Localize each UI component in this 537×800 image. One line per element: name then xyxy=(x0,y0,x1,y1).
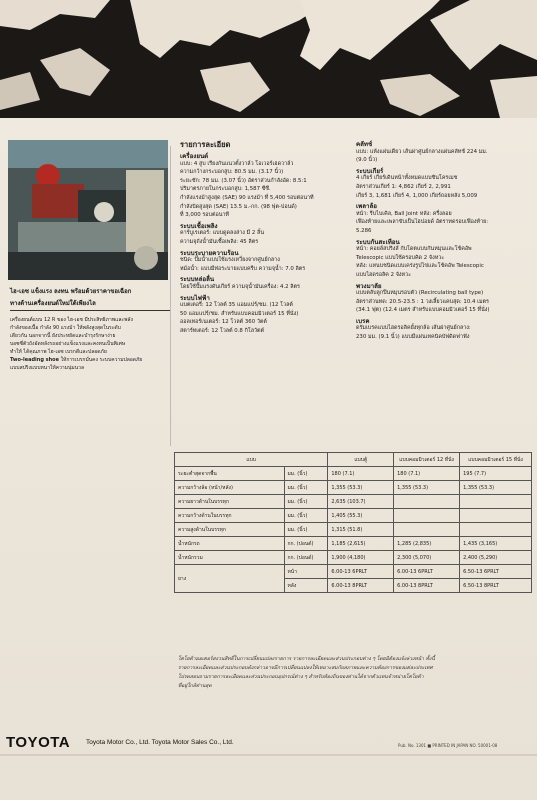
table-cell xyxy=(460,495,532,509)
section-heading-suspension: ระบบกันสะเทือน xyxy=(356,238,400,246)
table-cell xyxy=(394,495,460,509)
spec-line: ระยะชัก: 78 มม. (3.07 นิ้ว) อัตราส่วนกำลังอัด: 8.5:1 xyxy=(180,177,307,184)
table-cell: 180 (7.1) xyxy=(394,467,460,481)
table-cell: มม. (นิ้ว) xyxy=(284,467,328,481)
spec-line: หน้า: รีบไบเคิล, Ball Joint หลัง: ครึ่งลอย xyxy=(356,210,452,217)
table-cell: 1,185 (2,615) xyxy=(328,537,394,551)
table-row xyxy=(175,495,532,509)
spec-content xyxy=(0,118,537,800)
table-header: แบบตู้ xyxy=(328,453,394,467)
spec-line: 4 เกียร์ เกียร์เดินหน้าทั้งหมดแบบซินโครเมช xyxy=(356,175,458,182)
note-line: ที่อยู่ใกล้ท่านสุด xyxy=(178,683,212,689)
spec-line: ความจุถังน้ำมันเชื้อเพลิง: 45 ลิตร xyxy=(180,238,259,245)
note-line: โตโยต้ามอเตอร์สงวนสิทธิ์ในการเปลี่ยนแปลงรายการ รายการละเอียดและส่วนประกอบต่าง ๆ โดยมิต้องแจ้งล่วงหน้า ทั้งนี้ xyxy=(178,656,435,662)
spec-title: รายการละเอียด xyxy=(180,140,231,149)
caption-line: เครื่องยนต์แบบ 12 R ของ ไฮ-เอช มีประสิทธิภาพและพลัง xyxy=(10,317,133,323)
dimensions-table xyxy=(174,452,532,593)
engine-photo xyxy=(8,140,168,280)
spec-line: เกียร์ 3, 1,681 เกียร์ 4, 1,000 เกียร์ถอยหลัง 5,009 xyxy=(356,192,478,199)
table-row xyxy=(175,551,532,565)
table-cell: 2,400 (5,290) xyxy=(460,551,532,565)
table-cell: 195 (7.7) xyxy=(460,467,532,481)
table-cell xyxy=(394,523,460,537)
spec-line: กำลังแรงม้าสูงสุด (SAE) 90 แรงม้า ที่ 5,400 รอบต่อนาที xyxy=(180,194,314,201)
table-cell: มม. (นิ้ว) xyxy=(284,481,328,495)
spec-line: 230 มม. (9.1 นิ้ว) แบบมีแผ่นเทคนิคบัฟดิดฟาฟัง xyxy=(356,334,470,341)
section-heading-lubrication: ระบบหล่อลื่น xyxy=(180,276,215,284)
table-cell xyxy=(394,509,460,523)
table-cell: ความกว้างล้อ (หน้า/หลัง) xyxy=(175,481,285,495)
spec-line: 5.286 xyxy=(356,227,372,234)
table-cell: 6.00-13 8PRLT xyxy=(328,579,394,593)
spec-line: ออลเทอร์เนเตอร์: 12 โวลต์ 360 วัตต์ xyxy=(180,319,267,326)
table-row xyxy=(175,509,532,523)
spec-line: โดยใช้ปั๊มแรงดันเกียร์ ความจุน้ำมันเครื่อง: 4.2 ลิตร xyxy=(180,283,300,290)
caption-line: กำลังของเนื้อ กำลัง 90 แรงม้า ให้พลังสูงสุดในระดับ xyxy=(10,325,121,331)
section-heading-engine: เครื่องยนต์ xyxy=(180,153,209,160)
caption-line: เดียวกัน นอกจากนี้ ยังประหยัดและบำรุงรักษาง่าย xyxy=(10,333,116,339)
spec-line: ความกว้างกระบอกสูบ: 80.5 มม. (3.17 นิ้ว) xyxy=(180,169,284,176)
note-line: รายการละเอียดและส่วนประกอบดังกล่าวอาจมีการเปลี่ยนแปลงให้เหมาะสมกับสภาพและความต้องการของแต่ละประเทศ xyxy=(178,665,433,671)
table-cell: มม. (นิ้ว) xyxy=(284,523,328,537)
spec-line: อัตราส่วนทด: 20.5-23.5 : 1 วงเลี้ยวแคบสุด: 10.4 เมตร xyxy=(356,298,489,305)
table-cell: 2,300 (5,070) xyxy=(394,551,460,565)
header-photo xyxy=(0,0,537,118)
section-heading-fuel: ระบบเชื้อเพลิง xyxy=(180,222,218,230)
spec-line: หน้า: คอยล์สปริงส์ กับโดตแบบกันหมุนและโช้คอัพ xyxy=(356,246,472,253)
spec-line: ที่ 3,000 รอบต่อนาที xyxy=(180,212,229,219)
table-cell: 1,900 (4,180) xyxy=(328,551,394,565)
spec-line: ปริมาตรภายในกระบอกสูบ: 1,587 ซีซี. xyxy=(180,186,271,193)
table-header: แบบคอมมิวเตอร์ 12 ที่นั่ง xyxy=(394,453,460,467)
caption-line: บอซซี่ตัวถังอัดหลังรถอย่างแข็งแรงและคงทนเป็นพิเศษ xyxy=(10,341,126,347)
table-cell: 1,285 (2,835) xyxy=(394,537,460,551)
spec-line: 50 แอมแปร์/ชม. สำหรับแบบคอมมิวเตอร์ 15 ที่นั่ง) xyxy=(180,310,299,317)
spec-line: ชนิด: ปั๊มน้ำแบบใช้แรงเหวี่ยงจากศูนย์กลาง xyxy=(180,257,280,264)
table-row xyxy=(175,467,532,481)
table-cell: ระยะต่ำสุดจากพื้น xyxy=(175,467,285,481)
table-cell: หลัง xyxy=(284,579,328,593)
table-cell: 6.50-13 8PRLT xyxy=(460,579,532,593)
table-cell: 180 (7.1) xyxy=(328,467,394,481)
spec-line: Telescopic แบบใช้ครอบคิด 2 จังหวะ xyxy=(356,254,445,261)
caption-emphasis: Two-leading shoe xyxy=(10,357,60,363)
table-cell: 1,405 (55.3) xyxy=(328,509,394,523)
spec-line: ดรัมเบรคแบบไฮดรอลิคยั้งทุกล้อ เส้นผ่าศูนย์กลาง: xyxy=(356,325,471,332)
caption-line: ทำให้ ได้คุณภาพ ไฮ-เอซ เบรกดีและปลอดภัย xyxy=(10,349,107,355)
disclaimer-note xyxy=(178,655,530,691)
spec-column-1 xyxy=(180,140,348,336)
table-cell: 6.00-13 8PRLT xyxy=(394,579,460,593)
spec-line: แบตเตอรี่: 12 โวลต์ 35 แอมแปร์/ชม. (12 โวลต์ xyxy=(180,302,293,309)
table-cell: 2,635 (103.7) xyxy=(328,495,394,509)
table-cell: ยาง xyxy=(175,565,285,593)
section-heading-clutch: คลัทช์ xyxy=(356,141,373,148)
table-cell: 6.00-13 6PRLT xyxy=(328,565,394,579)
spec-line: สตาร์ทเตอร์: 12 โวลต์ 0.8 กิโลวัตต์ xyxy=(180,327,265,334)
table-row xyxy=(175,565,532,579)
table-row xyxy=(175,481,532,495)
toyota-logo: TOYOTA xyxy=(6,734,71,751)
table-cell: ความกว้างด้านในบรรทุก xyxy=(175,509,285,523)
section-heading-cooling: ระบบระบายความร้อน xyxy=(180,249,239,257)
table-cell: กก. (ปอนด์) xyxy=(284,551,328,565)
spec-line: (34.1 ฟุต) (12.4 เมตร สำหรับแบบคอมมิวเตอร์ 15 ที่นั่ง) xyxy=(356,307,490,314)
spec-line: เฟืองท้ายและเพลาขับเป็นไฮปอยด์ อัตราทดรอบเฟืองท้าย: xyxy=(356,219,489,226)
caption-body xyxy=(10,316,170,372)
section-heading-axle: เพลาล้อ xyxy=(356,203,377,211)
section-heading-transmission: ระบบเกียร์ xyxy=(356,167,384,175)
table-header: แบบคอมมิวเตอร์ 15 ที่นั่ง xyxy=(460,453,532,467)
spec-line: อัตราส่วนเกียร์ 1: 4,862 เกียร์ 2, 2,991 xyxy=(356,183,451,190)
spec-line: หลัง: แหนบชนิดแบบเคร่งรูปไข่และโช้คอัพ Telescopic xyxy=(356,263,484,270)
spec-line: แบบ: แห้งแผ่นเดียว เส้นผ่าศูนย์กลางแผ่นคลัทช์ 224 มม. xyxy=(356,148,488,155)
table-header-row xyxy=(175,453,532,467)
section-heading-steering: พวงมาลัย xyxy=(356,282,382,290)
spec-line: แบบตลับลูกปืนหมุนรอบตัว (Recirculating ball type) xyxy=(356,290,484,297)
note-line: โปรดสอบถามรายการละเอียดและส่วนประกอบอุปกรณ์ต่าง ๆ สำหรับท้องถิ่นของท่านได้จากตัวแทนจำหน่ายโตโยต้า xyxy=(178,674,424,680)
caption-subtitle: ทางด้านเครื่องยนต์ใหม่ใด้เพียงไล xyxy=(10,300,170,311)
company-names: Toyota Motor Co., Ltd. Toyota Motor Sales Co., Ltd. xyxy=(86,739,234,746)
spec-line: กำลังบิดสูงสุด (SAE) 13.5 ม.-กก. (98 ฟุต-ปอนด์) xyxy=(180,203,297,210)
caption-title: ไฮ-เอซ แข็งแรง ลงทน พร้อมด้วยราคาขอเฉือก xyxy=(10,288,132,295)
table-header: แบบ xyxy=(175,453,328,467)
section-heading-electrical: ระบบไฟฟ้า xyxy=(180,294,210,302)
footer-divider xyxy=(0,754,537,756)
print-code: Pub. No. 1301 ■ PRINTED IN JAPAN NO. 50001-08 xyxy=(398,743,498,748)
table-cell: 1,315 (51.8) xyxy=(328,523,394,537)
spec-line: แบบ: 4 สูบ เรียงกันแนวตั้งวาล์ว โอเวอร์เฮดวาล์ว xyxy=(180,160,294,167)
table-cell: กก. (ปอนด์) xyxy=(284,537,328,551)
table-cell: 1,355 (53.3) xyxy=(328,481,394,495)
table-row xyxy=(175,537,532,551)
spec-line: แบบไฮดรอลิค 2 จังหวะ xyxy=(356,271,411,278)
section-heading-brakes: เบรค xyxy=(356,317,370,325)
table-cell: 6.00-13 6PRLT xyxy=(394,565,460,579)
table-cell: 1,435 (3,165) xyxy=(460,537,532,551)
spec-line: คาร์บูเรเตอร์: แบบดูดลงล่าง มี 2 ลิ้น xyxy=(180,230,265,237)
table-cell: 6.50-13 6PRLT xyxy=(460,565,532,579)
table-cell: หน้า xyxy=(284,565,328,579)
table-row xyxy=(175,523,532,537)
spec-line: หม้อน้ำ: แบบมีท่อระบายแบบครีบ ความจุน้ำ: 7.0 ลิตร xyxy=(180,265,306,272)
table-cell: มม. (นิ้ว) xyxy=(284,495,328,509)
caption-line: ให้การเบรกมั่นคง ระบบความปลอดภัย xyxy=(60,357,143,363)
table-cell: น้ำหนักรถ xyxy=(175,537,285,551)
table-cell: 1,355 (53.3) xyxy=(394,481,460,495)
spec-line: (9.0 นิ้ว) xyxy=(356,157,378,164)
column-divider xyxy=(170,146,171,446)
table-cell: มม. (นิ้ว) xyxy=(284,509,328,523)
table-cell: ความสูงด้านในบรรทุก xyxy=(175,523,285,537)
table-cell xyxy=(460,523,532,537)
caption-line: แบบสปริงแบบหนาให้ความนุ่มนวล xyxy=(10,365,85,371)
table-cell xyxy=(460,509,532,523)
spec-column-2 xyxy=(356,138,532,343)
table-cell: น้ำหนักรวม xyxy=(175,551,285,565)
table-cell: ความยาวด้านในบรรทุก xyxy=(175,495,285,509)
table-cell: 1,355 (53.3) xyxy=(460,481,532,495)
